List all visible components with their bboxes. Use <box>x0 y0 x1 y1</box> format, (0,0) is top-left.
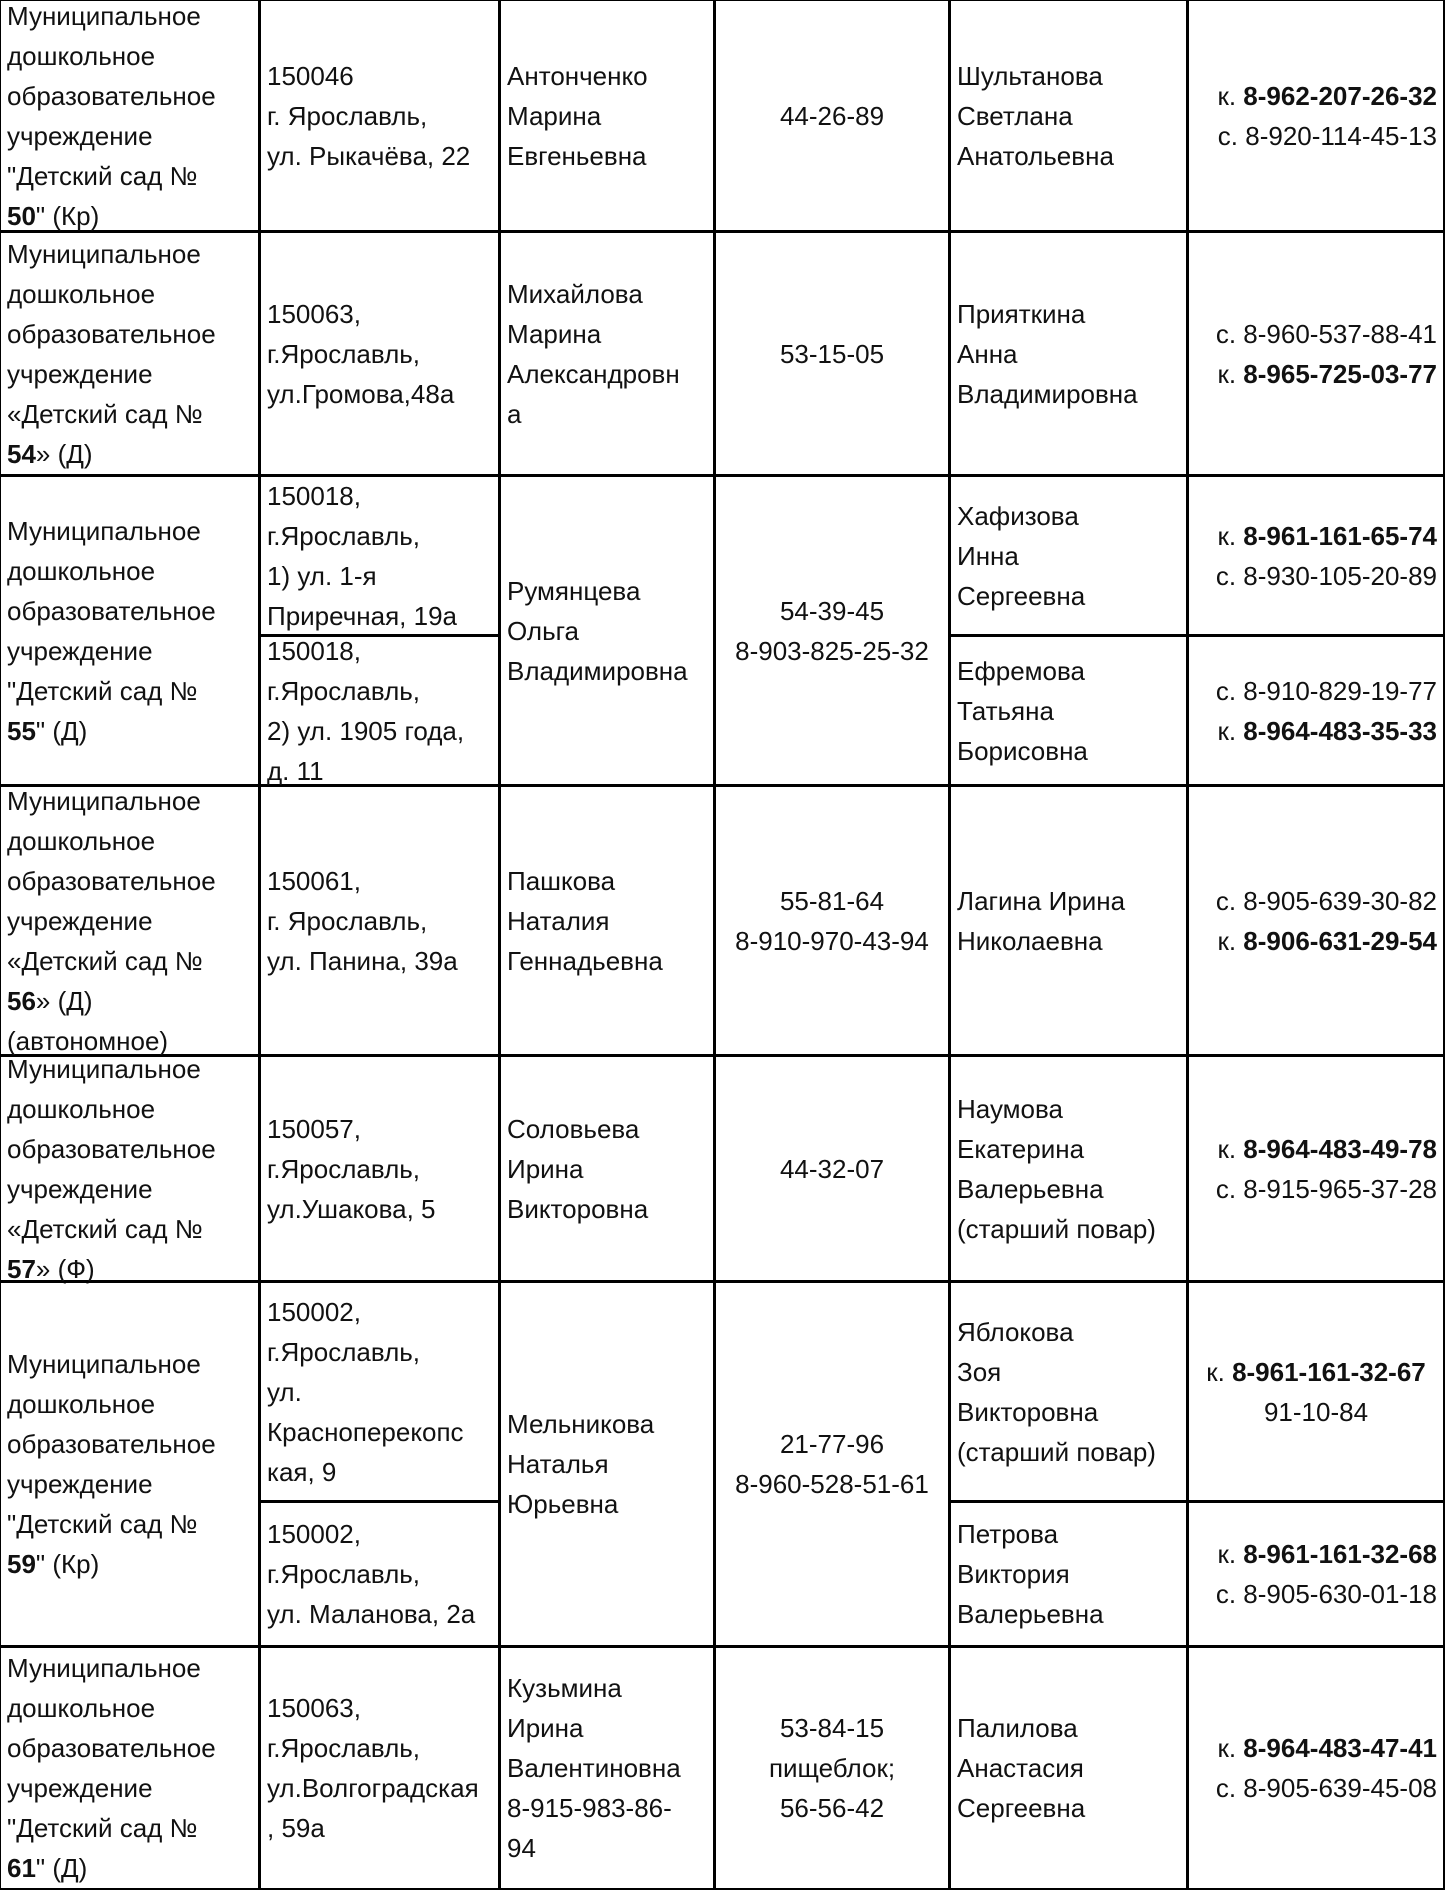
head-name-line: Антонченко <box>507 60 648 91</box>
mobile-phone-line <box>1217 1129 1437 1169</box>
phone-cell <box>714 1055 950 1282</box>
address-line: ул. Рыкачёва, 22 <box>267 140 471 171</box>
address-line: кая, 9 <box>267 1456 337 1487</box>
responsible-person-line: Петрова <box>957 1519 1059 1549</box>
institution-name-line: Муниципальное <box>7 238 201 269</box>
responsible-person-cell <box>949 475 1188 636</box>
institution-name-line: дошкольное <box>7 40 156 71</box>
head-name-line: Пашкова <box>507 865 616 896</box>
responsible-person-line: Сергеевна <box>957 1793 1086 1823</box>
phone-number-value: 8-961-161-65-74 <box>1243 520 1437 551</box>
phone-number: 21-77-96 <box>779 1429 885 1459</box>
responsible-person-line: Борисовна <box>957 735 1088 766</box>
head-name-line: Геннадьевна <box>507 945 663 976</box>
mobile-phones-cell <box>1187 1055 1445 1282</box>
kindergarten-type: " (Д) <box>35 715 88 746</box>
phone-type-prefix: с. <box>1215 675 1237 706</box>
address-line: 150063, <box>267 1693 361 1723</box>
mobile-phone-line <box>1264 1392 1368 1432</box>
head-name-line: Мельникова <box>507 1409 655 1439</box>
address-line: ул. Маланова, 2а <box>267 1599 476 1629</box>
head-name-line: Владимировна <box>507 655 688 686</box>
phone-type-prefix: с. <box>1215 1773 1237 1803</box>
phone-number: 8-960-528-51-61 <box>735 1469 929 1499</box>
institution-name-line: Муниципальное <box>7 1349 201 1379</box>
head-name-line: Наталия <box>507 905 610 936</box>
mobile-phones-cell <box>1187 1501 1445 1647</box>
mobile-phone-line <box>1216 314 1437 354</box>
phone-number-value: 8-930-105-20-89 <box>1243 560 1437 591</box>
kindergarten-type: " (Д) <box>35 1853 88 1883</box>
phone-cell <box>714 475 950 786</box>
phone-number-value: 8-964-483-47-41 <box>1243 1733 1437 1763</box>
responsible-person-line: Светлана <box>957 100 1073 131</box>
phone-type-prefix: к. <box>1206 1356 1225 1387</box>
institution-name-line: образовательное <box>7 1133 216 1164</box>
address-cell <box>259 231 500 476</box>
kindergarten-type: " (Кр) <box>35 200 100 231</box>
phone-number-value: 8-961-161-32-67 <box>1232 1356 1426 1387</box>
head-name-cell <box>499 1646 715 1890</box>
responsible-person-cell <box>949 1501 1188 1647</box>
phone-number-value: 8-964-483-35-33 <box>1243 715 1437 746</box>
head-name-cell <box>499 1055 715 1282</box>
phone-number: 53-84-15 <box>779 1713 885 1743</box>
mobile-phone-line <box>1217 1534 1437 1574</box>
head-name-line: а <box>507 398 522 429</box>
address-line: ул.Ушакова, 5 <box>267 1193 436 1224</box>
address-line: ул.Громова,48а <box>267 378 455 409</box>
phone-type-prefix: к. <box>1217 1733 1237 1763</box>
phone-number-value: 8-965-725-03-77 <box>1243 358 1437 389</box>
phone-number: 56-56-42 <box>779 1793 885 1823</box>
responsible-person-line: Владимировна <box>957 378 1138 409</box>
institution-name-line: дошкольное <box>7 555 156 586</box>
phone-type-prefix: с. <box>1215 318 1237 349</box>
address-line: г.Ярославль, <box>267 1559 421 1589</box>
kindergarten-number-line <box>7 196 99 236</box>
responsible-person-cell <box>949 1281 1188 1502</box>
phone-number: 8-903-825-25-32 <box>735 635 929 666</box>
kindergarten-number: 50 <box>7 200 36 231</box>
head-name-line: Ирина <box>507 1153 584 1184</box>
kindergarten-number: 61 <box>7 1853 36 1883</box>
head-name-line: 94 <box>507 1833 536 1863</box>
institution-name-line: образовательное <box>7 1429 216 1459</box>
kindergarten-number-line <box>7 1544 99 1584</box>
responsible-person-cell <box>949 231 1188 476</box>
phone-number-value: 8-962-207-26-32 <box>1243 80 1437 111</box>
address-line: г.Ярославль, <box>267 1153 421 1184</box>
institution-name-line: учреждение <box>7 1469 153 1499</box>
address-line: г.Ярославль, <box>267 1336 421 1367</box>
kindergarten-type: " (Кр) <box>35 1549 100 1579</box>
responsible-person-line: Яблокова <box>957 1316 1074 1347</box>
mobile-phone-line <box>1216 556 1437 596</box>
head-name-line: Наталья <box>507 1449 609 1479</box>
institution-name-extra: (автономное) <box>7 1025 169 1056</box>
address-cell <box>259 785 500 1056</box>
mobile-phone-line <box>1218 116 1437 156</box>
address-cell <box>259 635 500 786</box>
phone-number: 55-81-64 <box>779 885 885 916</box>
responsible-person-line: Шультанова <box>957 60 1103 91</box>
institution-name-line: Муниципальное <box>7 0 201 31</box>
address-line: 2) ул. 1905 года, <box>267 715 465 746</box>
head-name-line: Ольга <box>507 615 580 646</box>
responsible-person-line: Зоя <box>957 1356 1002 1387</box>
address-line: 150057, <box>267 1113 361 1144</box>
address-line: ул. <box>267 1376 302 1407</box>
mobile-phone-line <box>1216 1169 1437 1209</box>
phone-type-prefix: с. <box>1215 1579 1237 1609</box>
institution-name-cell <box>0 1646 260 1890</box>
responsible-person-line: Инна <box>957 540 1019 571</box>
phone-type-prefix: к. <box>1217 520 1237 551</box>
mobile-phones-cell <box>1187 0 1445 232</box>
phone-number-value: 8-905-630-01-18 <box>1243 1579 1437 1609</box>
institution-name-line: "Детский сад № <box>7 160 198 191</box>
institution-name-line: дошкольное <box>7 825 156 856</box>
phone-type-prefix: к. <box>1217 1133 1237 1164</box>
institution-name-cell <box>0 1055 260 1282</box>
phone-type-prefix: с. <box>1215 560 1237 591</box>
phone-type-prefix: с. <box>1215 885 1237 916</box>
responsible-person-line: Хафизова <box>957 500 1079 531</box>
address-cell <box>259 1055 500 1282</box>
address-line: г.Ярославль, <box>267 338 421 369</box>
institution-name-line: "Детский сад № <box>7 675 198 706</box>
address-line: 150018, <box>267 635 361 666</box>
address-line: ул.Волгоградская <box>267 1773 479 1803</box>
phone-number-value: 8-910-829-19-77 <box>1243 675 1437 706</box>
institution-name-line: Муниципальное <box>7 1053 201 1084</box>
institution-name-line: учреждение <box>7 635 153 666</box>
institution-name-line: учреждение <box>7 1173 153 1204</box>
mobile-phones-cell <box>1187 635 1445 786</box>
head-name-line: Юрьевна <box>507 1489 619 1519</box>
responsible-person-line: (старший повар) <box>957 1436 1156 1467</box>
institution-name-line: учреждение <box>7 905 153 936</box>
kindergarten-number: 56 <box>7 985 36 1016</box>
institution-name-line: образовательное <box>7 1733 216 1763</box>
phone-number-value: 8-905-639-45-08 <box>1243 1773 1437 1803</box>
responsible-person-cell <box>949 785 1188 1056</box>
head-name-cell <box>499 0 715 232</box>
phone-number-value: 8-920-114-45-13 <box>1245 120 1437 151</box>
address-line: , 59а <box>267 1813 325 1843</box>
phone-number-value: 8-905-639-30-82 <box>1243 885 1437 916</box>
kindergarten-number: 54 <box>7 438 36 469</box>
phone-cell <box>714 1646 950 1890</box>
mobile-phone-line <box>1216 1574 1437 1614</box>
institution-name-line: дошкольное <box>7 278 156 309</box>
address-line: г.Ярославль, <box>267 675 421 706</box>
address-line: 150002, <box>267 1296 361 1327</box>
head-name-line: Евгеньевна <box>507 140 647 171</box>
mobile-phone-line <box>1216 1768 1437 1808</box>
institution-name-line: Муниципальное <box>7 515 201 546</box>
institution-name-line: образовательное <box>7 80 216 111</box>
address-cell <box>259 1281 500 1502</box>
head-name-line: Кузьмина <box>507 1673 622 1703</box>
mobile-phones-cell <box>1187 231 1445 476</box>
mobile-phone-line <box>1216 671 1437 711</box>
mobile-phone-line <box>1217 921 1437 961</box>
responsible-person-line: Екатерина <box>957 1133 1085 1164</box>
address-line: г. Ярославль, <box>267 100 428 131</box>
phone-number: пищеблок; <box>768 1753 896 1783</box>
phone-number: 44-32-07 <box>779 1153 885 1184</box>
kindergarten-number: 57 <box>7 1253 36 1284</box>
mobile-phone-line <box>1217 516 1437 556</box>
kindergarten-type: » (Д) <box>35 438 93 469</box>
institution-name-line: учреждение <box>7 120 153 151</box>
responsible-person-line: Валерьевна <box>957 1173 1104 1204</box>
responsible-person-line: Валерьевна <box>957 1599 1104 1629</box>
head-name-line: Михайлова <box>507 278 643 309</box>
institution-name-line: образовательное <box>7 595 216 626</box>
phone-number-value: 8-906-631-29-54 <box>1243 925 1437 956</box>
address-line: Краснoперекопс <box>267 1416 464 1447</box>
responsible-person-line: Викторовна <box>957 1396 1099 1427</box>
head-name-line: Румянцева <box>507 575 641 606</box>
institution-name-line: Муниципальное <box>7 1653 201 1683</box>
phone-type-prefix: к. <box>1217 715 1237 746</box>
mobile-phones-cell <box>1187 1646 1445 1890</box>
kindergarten-type: » (Ф) <box>35 1253 95 1284</box>
address-line: 150002, <box>267 1519 361 1549</box>
head-name-line: Викторовна <box>507 1193 649 1224</box>
head-name-cell <box>499 231 715 476</box>
head-name-line: Валентиновна <box>507 1753 681 1783</box>
phone-type-prefix: к. <box>1217 80 1237 111</box>
responsible-person-line: Анна <box>957 338 1018 369</box>
institution-name-line: «Детский сад № <box>7 945 203 976</box>
responsible-person-line: Татьяна <box>957 695 1054 726</box>
institution-name-cell <box>0 0 260 232</box>
institution-name-cell <box>0 475 260 786</box>
head-name-line: 8-915-983-86- <box>507 1793 672 1823</box>
head-name-line: Соловьева <box>507 1113 640 1144</box>
mobile-phone-line <box>1217 711 1437 751</box>
mobile-phones-cell <box>1187 475 1445 636</box>
responsible-person-cell <box>949 635 1188 786</box>
phone-number: 8-910-970-43-94 <box>735 925 929 956</box>
institution-name-line: дошкольное <box>7 1693 156 1723</box>
head-name-line: Ирина <box>507 1713 584 1743</box>
phone-cell <box>714 785 950 1056</box>
phone-cell <box>714 231 950 476</box>
phone-number: 44-26-89 <box>779 100 885 131</box>
address-line: 150046 <box>267 60 354 91</box>
responsible-person-line: Анастасия <box>957 1753 1084 1783</box>
address-line: 150063, <box>267 298 361 329</box>
responsible-person-line: Лагина Ирина <box>957 885 1126 916</box>
institution-name-line: «Детский сад № <box>7 398 203 429</box>
address-line: г. Ярославль, <box>267 905 428 936</box>
phone-cell <box>714 1281 950 1647</box>
address-cell <box>259 1646 500 1890</box>
institution-name-line: учреждение <box>7 1773 153 1803</box>
phone-number: 53-15-05 <box>779 338 885 369</box>
institution-name-line: «Детский сад № <box>7 1213 203 1244</box>
address-line: д. 11 <box>267 755 324 786</box>
head-name-cell <box>499 785 715 1056</box>
institution-name-line: "Детский сад № <box>7 1813 198 1843</box>
responsible-person-line: Николаевна <box>957 925 1103 956</box>
address-cell <box>259 475 500 636</box>
mobile-phone-line <box>1206 1352 1426 1392</box>
phone-number-value: 8-964-483-49-78 <box>1243 1133 1437 1164</box>
institution-name-cell <box>0 231 260 476</box>
responsible-person-line: Наумова <box>957 1093 1063 1124</box>
kindergarten-number-line <box>7 434 93 474</box>
responsible-person-cell <box>949 0 1188 232</box>
institution-name-line: дошкольное <box>7 1093 156 1124</box>
responsible-person-line: Ефремова <box>957 655 1085 686</box>
institution-name-line: Муниципальное <box>7 785 201 816</box>
mobile-phone-line <box>1217 354 1437 394</box>
responsible-person-line: (старший повар) <box>957 1213 1156 1244</box>
phone-number: 54-39-45 <box>779 595 885 626</box>
responsible-person-line: Сергеевна <box>957 580 1086 611</box>
kindergarten-number-line <box>7 1848 87 1888</box>
phone-cell <box>714 0 950 232</box>
address-line: г.Ярославль, <box>267 520 421 551</box>
responsible-person-line: Прияткина <box>957 298 1086 329</box>
institution-name-cell <box>0 785 260 1056</box>
phone-type-prefix: к. <box>1217 1539 1237 1569</box>
head-name-line: Марина <box>507 318 602 349</box>
address-cell <box>259 0 500 232</box>
address-line: 150061, <box>267 865 361 896</box>
mobile-phone-line <box>1216 881 1437 921</box>
institution-name-line: образовательное <box>7 318 216 349</box>
mobile-phone-line <box>1217 76 1437 116</box>
institution-name-line: учреждение <box>7 358 153 389</box>
kindergarten-number-line <box>7 711 87 751</box>
kindergarten-number: 59 <box>7 1549 36 1579</box>
phone-type-prefix: к. <box>1217 358 1237 389</box>
head-name-cell <box>499 475 715 786</box>
phone-type-prefix: с. <box>1217 120 1238 151</box>
head-name-line: Александровн <box>507 358 680 389</box>
kindergarten-type: » (Д) <box>35 985 93 1016</box>
mobile-phone-line <box>1217 1728 1437 1768</box>
responsible-person-line: Палилова <box>957 1713 1078 1743</box>
institution-name-cell <box>0 1281 260 1647</box>
phone-type-prefix: к. <box>1217 925 1237 956</box>
address-line: 1) ул. 1-я <box>267 560 377 591</box>
institution-name-line: образовательное <box>7 865 216 896</box>
mobile-phones-cell <box>1187 785 1445 1056</box>
responsible-person-line: Виктория <box>957 1559 1070 1589</box>
address-line: г.Ярославль, <box>267 1733 421 1763</box>
institution-name-line: дошкольное <box>7 1389 156 1419</box>
kindergarten-number: 55 <box>7 715 36 746</box>
mobile-phones-cell <box>1187 1281 1445 1502</box>
head-name-line: Марина <box>507 100 602 131</box>
responsible-person-cell <box>949 1055 1188 1282</box>
phone-number-value: 8-915-965-37-28 <box>1243 1173 1437 1204</box>
phone-type-prefix: с. <box>1215 1173 1237 1204</box>
address-line: ул. Панина, 39а <box>267 945 458 976</box>
phone-number-value: 8-960-537-88-41 <box>1243 318 1437 349</box>
institution-name-line: "Детский сад № <box>7 1509 198 1539</box>
responsible-person-cell <box>949 1646 1188 1890</box>
head-name-cell <box>499 1281 715 1647</box>
kindergarten-number-line <box>7 981 93 1021</box>
phone-number-value: 91-10-84 <box>1263 1396 1369 1427</box>
address-line: Приречная, 19а <box>267 600 457 631</box>
phone-number-value: 8-961-161-32-68 <box>1243 1539 1437 1569</box>
address-cell <box>259 1501 500 1647</box>
address-line: 150018, <box>267 480 361 511</box>
responsible-person-line: Анатольевна <box>957 140 1114 171</box>
